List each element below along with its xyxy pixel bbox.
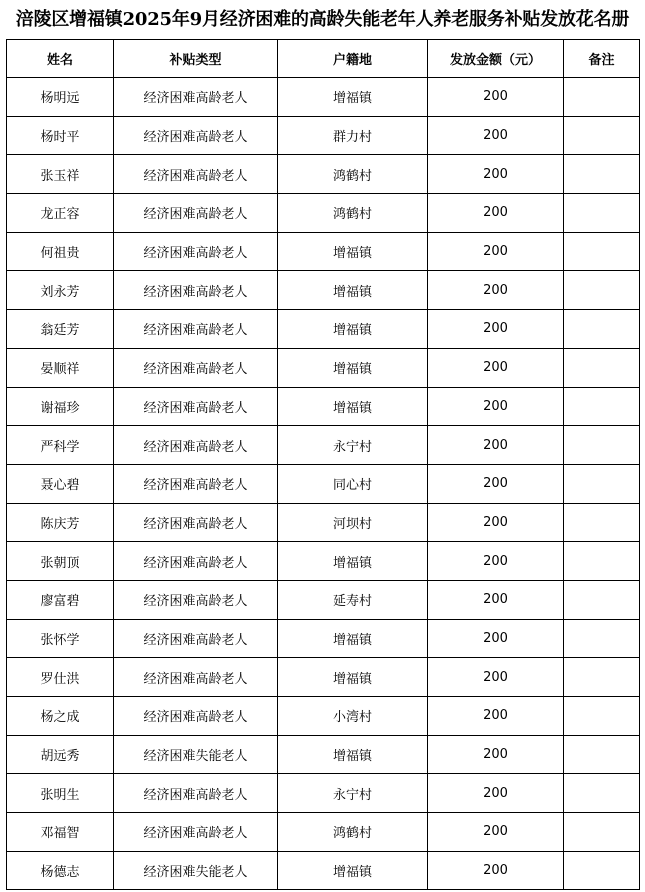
- cell-residence: 小湾村: [278, 697, 428, 736]
- cell-amount: 200: [428, 697, 564, 736]
- cell-residence: 增福镇: [278, 78, 428, 117]
- cell-amount: 200: [428, 813, 564, 852]
- cell-residence: 鸿鹤村: [278, 194, 428, 233]
- cell-subsidy-type: 经济困难高龄老人: [114, 387, 278, 426]
- cell-subsidy-type: 经济困难高龄老人: [114, 658, 278, 697]
- cell-subsidy-type: 经济困难高龄老人: [114, 580, 278, 619]
- cell-name: 张朝顶: [7, 542, 114, 581]
- cell-residence: 增福镇: [278, 348, 428, 387]
- cell-note: [564, 619, 640, 658]
- cell-note: [564, 348, 640, 387]
- cell-residence: 同心村: [278, 464, 428, 503]
- cell-name: 胡远秀: [7, 735, 114, 774]
- cell-note: [564, 116, 640, 155]
- document-title: 涪陵区增福镇2025年9月经济困难的高龄失能老年人养老服务补贴发放花名册: [15, 9, 630, 30]
- cell-residence: 增福镇: [278, 658, 428, 697]
- cell-amount: 200: [428, 116, 564, 155]
- cell-note: [564, 503, 640, 542]
- cell-residence: 增福镇: [278, 387, 428, 426]
- table-row: [7, 271, 640, 310]
- cell-note: [564, 310, 640, 349]
- cell-name: 罗仕洪: [7, 658, 114, 697]
- cell-name: 张玉祥: [7, 155, 114, 194]
- table-row: [7, 503, 640, 542]
- cell-amount: 200: [428, 155, 564, 194]
- cell-residence: 永宁村: [278, 774, 428, 813]
- cell-subsidy-type: 经济困难高龄老人: [114, 116, 278, 155]
- header-amount: 发放金额（元）: [428, 40, 564, 78]
- cell-note: [564, 232, 640, 271]
- cell-amount: 200: [428, 503, 564, 542]
- header-residence: 户籍地: [278, 40, 428, 78]
- header-subsidy-type: 补贴类型: [114, 40, 278, 78]
- table-row: [7, 310, 640, 349]
- cell-subsidy-type: 经济困难高龄老人: [114, 774, 278, 813]
- cell-residence: 增福镇: [278, 232, 428, 271]
- header-name: 姓名: [7, 40, 114, 78]
- header-note: 备注: [564, 40, 640, 78]
- cell-amount: 200: [428, 735, 564, 774]
- table-row: [7, 348, 640, 387]
- cell-name: 何祖贵: [7, 232, 114, 271]
- cell-name: 谢福珍: [7, 387, 114, 426]
- cell-subsidy-type: 经济困难高龄老人: [114, 503, 278, 542]
- cell-residence: 增福镇: [278, 542, 428, 581]
- cell-subsidy-type: 经济困难高龄老人: [114, 542, 278, 581]
- table-row: [7, 542, 640, 581]
- cell-residence: 增福镇: [278, 851, 428, 890]
- table-row: [7, 155, 640, 194]
- cell-name: 杨之成: [7, 697, 114, 736]
- cell-amount: 200: [428, 232, 564, 271]
- cell-note: [564, 774, 640, 813]
- cell-amount: 200: [428, 310, 564, 349]
- table-row: [7, 697, 640, 736]
- cell-note: [564, 387, 640, 426]
- cell-subsidy-type: 经济困难高龄老人: [114, 155, 278, 194]
- cell-residence: 延寿村: [278, 580, 428, 619]
- cell-subsidy-type: 经济困难高龄老人: [114, 619, 278, 658]
- cell-residence: 增福镇: [278, 310, 428, 349]
- table-row: [7, 658, 640, 697]
- cell-name: 杨德志: [7, 851, 114, 890]
- cell-note: [564, 155, 640, 194]
- cell-amount: 200: [428, 580, 564, 619]
- cell-amount: 200: [428, 78, 564, 117]
- cell-note: [564, 813, 640, 852]
- cell-name: 龙正容: [7, 194, 114, 233]
- table-row: [7, 735, 640, 774]
- table-row: [7, 619, 640, 658]
- cell-residence: 群力村: [278, 116, 428, 155]
- cell-name: 严科学: [7, 426, 114, 465]
- cell-amount: 200: [428, 194, 564, 233]
- cell-amount: 200: [428, 426, 564, 465]
- cell-subsidy-type: 经济困难高龄老人: [114, 813, 278, 852]
- cell-amount: 200: [428, 464, 564, 503]
- cell-subsidy-type: 经济困难高龄老人: [114, 348, 278, 387]
- cell-amount: 200: [428, 658, 564, 697]
- table-row: [7, 116, 640, 155]
- cell-residence: 河坝村: [278, 503, 428, 542]
- cell-subsidy-type: 经济困难高龄老人: [114, 78, 278, 117]
- cell-residence: 永宁村: [278, 426, 428, 465]
- cell-subsidy-type: 经济困难高龄老人: [114, 271, 278, 310]
- cell-note: [564, 735, 640, 774]
- cell-note: [564, 542, 640, 581]
- cell-amount: 200: [428, 348, 564, 387]
- cell-subsidy-type: 经济困难失能老人: [114, 735, 278, 774]
- cell-amount: 200: [428, 387, 564, 426]
- cell-amount: 200: [428, 542, 564, 581]
- cell-note: [564, 580, 640, 619]
- cell-subsidy-type: 经济困难高龄老人: [114, 232, 278, 271]
- subsidy-roster-table: [6, 39, 640, 890]
- cell-note: [564, 426, 640, 465]
- cell-residence: 鸿鹤村: [278, 813, 428, 852]
- cell-name: 邓福智: [7, 813, 114, 852]
- cell-name: 翁廷芳: [7, 310, 114, 349]
- cell-name: 刘永芳: [7, 271, 114, 310]
- table-row: [7, 851, 640, 890]
- cell-name: 杨明远: [7, 78, 114, 117]
- cell-name: 聂心碧: [7, 464, 114, 503]
- table-body: [7, 78, 640, 890]
- cell-name: 张怀学: [7, 619, 114, 658]
- cell-note: [564, 464, 640, 503]
- table-row: [7, 194, 640, 233]
- cell-note: [564, 271, 640, 310]
- cell-note: [564, 194, 640, 233]
- cell-name: 杨时平: [7, 116, 114, 155]
- table-row: [7, 387, 640, 426]
- cell-name: 张明生: [7, 774, 114, 813]
- table-row: [7, 232, 640, 271]
- cell-residence: 鸿鹤村: [278, 155, 428, 194]
- cell-note: [564, 851, 640, 890]
- table-row: [7, 580, 640, 619]
- table-row: [7, 426, 640, 465]
- cell-note: [564, 78, 640, 117]
- table-row: [7, 464, 640, 503]
- cell-amount: 200: [428, 851, 564, 890]
- cell-subsidy-type: 经济困难高龄老人: [114, 310, 278, 349]
- cell-amount: 200: [428, 271, 564, 310]
- table-row: [7, 813, 640, 852]
- cell-amount: 200: [428, 774, 564, 813]
- cell-residence: 增福镇: [278, 735, 428, 774]
- cell-name: 廖富碧: [7, 580, 114, 619]
- cell-name: 晏顺祥: [7, 348, 114, 387]
- cell-name: 陈庆芳: [7, 503, 114, 542]
- cell-subsidy-type: 经济困难高龄老人: [114, 697, 278, 736]
- cell-subsidy-type: 经济困难失能老人: [114, 851, 278, 890]
- cell-subsidy-type: 经济困难高龄老人: [114, 194, 278, 233]
- cell-note: [564, 658, 640, 697]
- table-row: [7, 774, 640, 813]
- cell-subsidy-type: 经济困难高龄老人: [114, 464, 278, 503]
- cell-residence: 增福镇: [278, 271, 428, 310]
- table-row: [7, 78, 640, 117]
- cell-amount: 200: [428, 619, 564, 658]
- cell-subsidy-type: 经济困难高龄老人: [114, 426, 278, 465]
- table-header-row: [7, 40, 640, 78]
- cell-note: [564, 697, 640, 736]
- cell-residence: 增福镇: [278, 619, 428, 658]
